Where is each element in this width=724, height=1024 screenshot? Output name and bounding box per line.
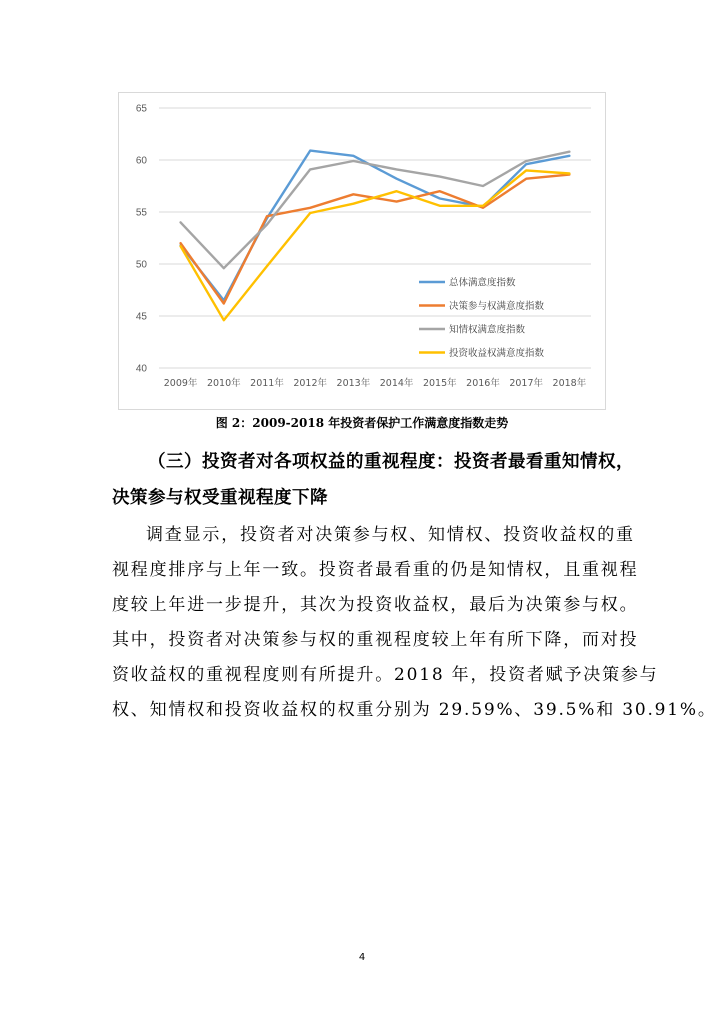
legend-label: 投资收益权满意度指数 xyxy=(449,348,545,359)
line-chart xyxy=(119,93,605,409)
series-line xyxy=(181,170,570,320)
section-heading-line1: （三）投资者对各项权益的重视程度：投资者最看重知情权， xyxy=(148,452,634,472)
legend-label: 知情权满意度指数 xyxy=(449,324,526,336)
x-tick-label: 2015年 xyxy=(422,378,457,389)
x-tick-label: 2017年 xyxy=(509,378,544,389)
paragraph-line: 视程度排序与上年一致。投资者最看重的仍是知情权，且重视程 xyxy=(112,560,639,580)
x-tick-label: 2016年 xyxy=(466,378,500,389)
paragraph-line: 权、知情权和投资收益权的权重分别为 29.59%、39.5%和 30.91%。 xyxy=(112,700,717,720)
x-tick-label: 2011年 xyxy=(250,378,284,389)
y-tick-label: 65 xyxy=(135,103,147,115)
y-tick-label: 45 xyxy=(135,311,147,323)
legend-label: 总体满意度指数 xyxy=(449,277,516,289)
x-tick-label: 2018年 xyxy=(552,378,587,389)
paragraph-line: 其中，投资者对决策参与权的重视程度较上年有所下降，而对投 xyxy=(112,630,639,650)
paragraph-line: 调查显示，投资者对决策参与权、知情权、投资收益权的重 xyxy=(146,525,635,545)
section-heading-line2: 决策参与权受重视程度下降 xyxy=(112,488,328,508)
chart-container xyxy=(118,92,606,410)
paragraph-line: 资收益权的重视程度则有所提升。2018 年，投资者赋予决策参与 xyxy=(112,665,659,685)
series-line xyxy=(181,152,570,269)
x-tick-label: 2013年 xyxy=(336,378,371,389)
body-paragraph xyxy=(112,518,717,728)
y-tick-label: 60 xyxy=(135,155,147,167)
page-number: 4 xyxy=(358,952,366,963)
legend-label: 决策参与权满意度指数 xyxy=(449,301,545,312)
paragraph-line: 度较上年进一步提升，其次为投资收益权，最后为决策参与权。 xyxy=(112,595,639,615)
y-tick-label: 50 xyxy=(135,259,147,271)
figure-caption: 图 2：2009-2018 年投资者保护工作满意度指数走势 xyxy=(215,416,509,430)
x-tick-label: 2014年 xyxy=(379,378,414,389)
x-tick-label: 2009年 xyxy=(163,378,198,389)
x-tick-label: 2010年 xyxy=(206,378,241,389)
x-tick-label: 2012年 xyxy=(293,378,328,389)
y-tick-label: 55 xyxy=(135,207,147,219)
y-tick-label: 40 xyxy=(135,363,147,375)
